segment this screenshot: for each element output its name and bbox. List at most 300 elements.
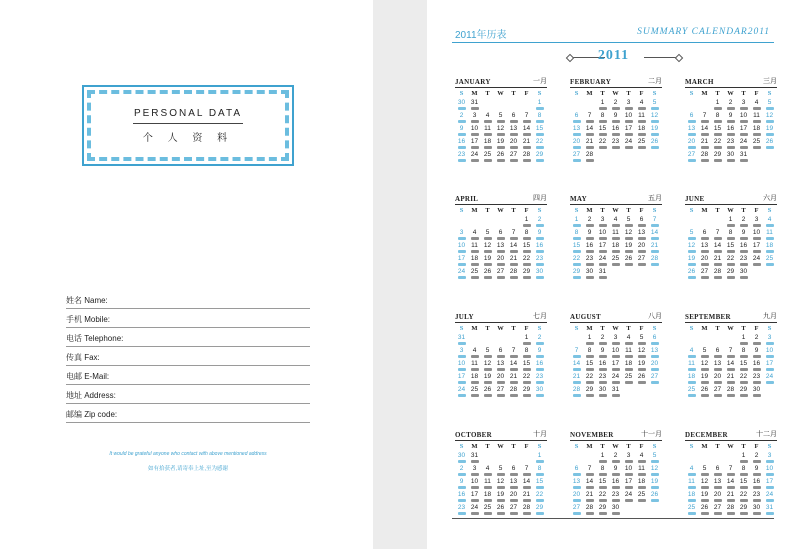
empty-day-cell	[648, 268, 661, 281]
day-cell	[698, 151, 711, 164]
lunar-date-mark	[536, 276, 544, 279]
day-number: 8	[537, 112, 542, 119]
weekday-label: T	[600, 90, 605, 97]
day-cell	[494, 229, 507, 242]
day-number: 1	[715, 99, 720, 106]
lunar-date-mark	[740, 237, 748, 240]
day-number: 5	[767, 99, 772, 106]
day-cell	[533, 491, 546, 504]
day-cell	[596, 491, 609, 504]
lunar-date-mark	[766, 107, 774, 110]
day-cell	[494, 491, 507, 504]
lunar-date-mark	[573, 276, 581, 279]
month-july	[455, 311, 547, 399]
day-cell	[648, 216, 661, 229]
day-cell	[570, 504, 583, 517]
day-cell	[724, 112, 737, 125]
day-number: 1	[524, 334, 529, 341]
lunar-date-mark	[753, 394, 761, 397]
day-cell	[507, 347, 520, 360]
day-number: 6	[511, 465, 516, 472]
day-number: 17	[457, 373, 466, 380]
weekday-label: T	[485, 325, 490, 332]
fax-field[interactable]: 传真 Fax:	[66, 347, 310, 366]
day-number: 6	[574, 112, 579, 119]
day-cell	[750, 138, 763, 151]
day-cell	[622, 255, 635, 268]
lunar-date-mark	[523, 394, 531, 397]
day-number: 20	[572, 491, 581, 498]
lunar-date-mark	[727, 250, 735, 253]
day-number: 28	[700, 151, 709, 158]
address-field[interactable]: 地址 Address:	[66, 385, 310, 404]
day-number: 15	[535, 478, 544, 485]
lunar-date-mark	[536, 133, 544, 136]
lunar-date-mark	[625, 499, 633, 502]
lunar-date-mark	[638, 107, 646, 110]
lunar-date-mark	[612, 381, 620, 384]
day-number: 9	[459, 478, 464, 485]
day-number: 24	[457, 386, 466, 393]
lunar-date-mark	[625, 237, 633, 240]
lunar-date-mark	[727, 381, 735, 384]
empty-day-cell	[648, 151, 661, 164]
day-number: 26	[687, 268, 696, 275]
day-number: 8	[600, 465, 605, 472]
lunar-date-mark	[484, 263, 492, 266]
day-cell	[635, 360, 648, 373]
lunar-date-mark	[651, 237, 659, 240]
day-cell	[609, 478, 622, 491]
header-rule	[452, 42, 774, 43]
lunar-date-mark	[701, 368, 709, 371]
weekday-label: S	[459, 207, 464, 214]
lunar-date-mark	[484, 276, 492, 279]
day-number: 16	[457, 491, 466, 498]
weekday-label: S	[652, 207, 657, 214]
name-field[interactable]: 姓名 Name:	[66, 290, 310, 309]
lunar-date-mark	[599, 512, 607, 515]
lunar-date-mark	[497, 263, 505, 266]
empty-day-cell	[468, 334, 481, 347]
day-number: 31	[765, 504, 774, 511]
empty-day-cell	[648, 386, 661, 399]
day-number: 12	[637, 347, 646, 354]
month-name-chinese: 八月	[648, 313, 662, 320]
weekday-label: S	[537, 207, 542, 214]
day-cell	[570, 112, 583, 125]
day-number: 28	[726, 386, 735, 393]
day-number: 28	[713, 268, 722, 275]
telephone-field[interactable]: 电话 Telephone:	[66, 328, 310, 347]
day-number: 7	[587, 112, 592, 119]
day-cell	[507, 125, 520, 138]
day-cell	[737, 347, 750, 360]
empty-day-cell	[494, 452, 507, 465]
day-number: 25	[611, 255, 620, 262]
lunar-date-mark	[586, 133, 594, 136]
day-cell	[685, 268, 698, 281]
day-number: 18	[470, 373, 479, 380]
day-cell	[698, 386, 711, 399]
day-cell	[724, 99, 737, 112]
empty-day-cell	[622, 151, 635, 164]
lunar-date-mark	[523, 250, 531, 253]
day-cell	[481, 242, 494, 255]
lunar-date-mark	[727, 486, 735, 489]
email-field[interactable]: 电邮 E-Mail:	[66, 366, 310, 385]
empty-day-cell	[468, 216, 481, 229]
day-cell	[533, 360, 546, 373]
day-cell	[724, 216, 737, 229]
empty-day-cell	[481, 99, 494, 112]
lunar-date-mark	[727, 107, 735, 110]
lunar-date-mark	[586, 368, 594, 371]
day-number: 2	[754, 452, 759, 459]
month-name: APRIL	[455, 195, 479, 203]
lunar-date-mark	[714, 133, 722, 136]
day-number: 27	[509, 504, 518, 511]
day-number: 28	[522, 504, 531, 511]
lunar-date-mark	[701, 237, 709, 240]
day-number: 15	[726, 242, 735, 249]
weekday-label: M	[586, 207, 593, 214]
lunar-date-mark	[536, 381, 544, 384]
lunar-date-mark	[497, 237, 505, 240]
empty-day-cell	[685, 452, 698, 465]
lunar-date-mark	[766, 146, 774, 149]
day-number: 27	[496, 268, 505, 275]
day-cell	[698, 255, 711, 268]
month-name: OCTOBER	[455, 431, 492, 439]
day-number: 19	[765, 125, 774, 132]
day-number: 8	[741, 347, 746, 354]
day-cell	[481, 229, 494, 242]
lunar-date-mark	[523, 263, 531, 266]
day-cell	[533, 99, 546, 112]
month-name: JANUARY	[455, 78, 491, 86]
lunar-date-mark	[573, 486, 581, 489]
day-cell	[685, 229, 698, 242]
day-number: 5	[498, 465, 503, 472]
day-cell	[583, 125, 596, 138]
mobile-field[interactable]: 手机 Mobile:	[66, 309, 310, 328]
day-cell	[494, 465, 507, 478]
day-number: 6	[498, 347, 503, 354]
day-cell	[763, 465, 776, 478]
day-cell	[648, 465, 661, 478]
day-number: 29	[713, 151, 722, 158]
day-number: 9	[537, 347, 542, 354]
lunar-date-mark	[458, 499, 466, 502]
lunar-date-mark	[599, 237, 607, 240]
day-cell	[494, 125, 507, 138]
day-number: 9	[754, 347, 759, 354]
day-cell	[750, 347, 763, 360]
day-number: 26	[483, 268, 492, 275]
day-number: 13	[687, 125, 696, 132]
lunar-date-mark	[523, 342, 531, 345]
weekday-label: T	[485, 443, 490, 450]
empty-day-cell	[455, 216, 468, 229]
day-number: 25	[637, 138, 646, 145]
lunar-date-mark	[612, 342, 620, 345]
lunar-date-mark	[599, 250, 607, 253]
day-number: 10	[598, 229, 607, 236]
lunar-date-mark	[573, 120, 581, 123]
day-number: 26	[637, 373, 646, 380]
lunar-date-mark	[740, 460, 748, 463]
weekday-label: T	[741, 325, 746, 332]
lunar-date-mark	[458, 263, 466, 266]
day-number: 5	[689, 229, 694, 236]
day-number: 2	[741, 216, 746, 223]
day-number: 6	[511, 112, 516, 119]
day-cell	[596, 347, 609, 360]
lunar-date-mark	[651, 460, 659, 463]
month-day-grid	[570, 89, 662, 164]
lunar-date-mark	[599, 473, 607, 476]
day-number: 16	[752, 478, 761, 485]
lunar-date-mark	[599, 276, 607, 279]
day-cell	[737, 491, 750, 504]
day-number: 29	[739, 504, 748, 511]
day-cell	[648, 373, 661, 386]
lunar-date-mark	[484, 146, 492, 149]
day-number: 11	[625, 347, 632, 354]
lunar-date-mark	[714, 473, 722, 476]
day-number: 14	[713, 242, 722, 249]
day-cell	[583, 242, 596, 255]
day-cell	[481, 347, 494, 360]
lunar-date-mark	[625, 473, 633, 476]
day-cell	[533, 151, 546, 164]
weekday-label: M	[701, 90, 708, 97]
calendar-page	[427, 0, 800, 549]
lunar-date-mark	[753, 224, 761, 227]
day-cell	[737, 478, 750, 491]
day-number: 3	[472, 465, 477, 472]
day-number: 22	[739, 491, 748, 498]
day-cell	[533, 112, 546, 125]
lunar-date-mark	[714, 276, 722, 279]
lunar-date-mark	[523, 486, 531, 489]
day-number: 22	[739, 373, 748, 380]
weekday-label: W	[612, 207, 619, 214]
day-cell	[750, 465, 763, 478]
month-name-chinese: 四月	[533, 195, 547, 202]
day-number: 20	[496, 255, 505, 262]
weekday-label: M	[586, 325, 593, 332]
day-number: 3	[767, 452, 772, 459]
day-cell	[737, 334, 750, 347]
day-number: 10	[765, 347, 774, 354]
day-number: 29	[522, 386, 531, 393]
day-cell	[494, 138, 507, 151]
lunar-date-mark	[688, 394, 696, 397]
day-cell	[648, 125, 661, 138]
day-cell	[685, 151, 698, 164]
day-cell	[698, 360, 711, 373]
empty-day-cell	[685, 99, 698, 112]
day-cell	[570, 373, 583, 386]
lunar-date-mark	[510, 394, 518, 397]
day-number: 25	[687, 386, 696, 393]
day-cell	[685, 347, 698, 360]
day-cell	[455, 452, 468, 465]
month-name-chinese: 十一月	[641, 431, 662, 438]
weekday-label: T	[511, 90, 516, 97]
lunar-date-mark	[651, 146, 659, 149]
day-number: 26	[483, 386, 492, 393]
day-cell	[533, 138, 546, 151]
day-cell	[763, 99, 776, 112]
day-number: 2	[754, 334, 759, 341]
lunar-date-mark	[638, 133, 646, 136]
lunar-date-mark	[612, 394, 620, 397]
day-number: 10	[457, 242, 466, 249]
day-number: 11	[612, 229, 619, 236]
lunar-date-mark	[701, 473, 709, 476]
day-number: 30	[752, 504, 761, 511]
day-cell	[570, 229, 583, 242]
day-cell	[596, 242, 609, 255]
day-cell	[583, 268, 596, 281]
day-number: 10	[470, 478, 479, 485]
lunar-date-mark	[727, 473, 735, 476]
day-cell	[685, 465, 698, 478]
day-cell	[609, 334, 622, 347]
lunar-date-mark	[497, 355, 505, 358]
lunar-date-mark	[701, 381, 709, 384]
lunar-date-mark	[599, 460, 607, 463]
day-cell	[609, 229, 622, 242]
day-cell	[737, 360, 750, 373]
lunar-date-mark	[714, 499, 722, 502]
day-number: 17	[739, 125, 748, 132]
zip-code-field[interactable]: 邮编 Zip code:	[66, 404, 310, 423]
day-cell	[583, 334, 596, 347]
lunar-date-mark	[727, 146, 735, 149]
day-number: 28	[522, 151, 531, 158]
empty-day-cell	[481, 334, 494, 347]
lunar-date-mark	[638, 342, 646, 345]
day-number: 19	[637, 360, 646, 367]
day-number: 27	[713, 504, 722, 511]
day-number: 30	[535, 268, 544, 275]
lunar-date-mark	[740, 250, 748, 253]
lunar-date-mark	[523, 159, 531, 162]
lunar-date-mark	[625, 342, 633, 345]
day-cell	[622, 125, 635, 138]
day-number: 25	[483, 504, 492, 511]
day-cell	[533, 465, 546, 478]
day-cell	[609, 99, 622, 112]
day-number: 25	[624, 373, 633, 380]
lunar-date-mark	[484, 355, 492, 358]
weekday-label: F	[639, 325, 644, 332]
lunar-date-mark	[688, 512, 696, 515]
lunar-date-mark	[740, 263, 748, 266]
day-number: 25	[752, 138, 761, 145]
lunar-date-mark	[586, 120, 594, 123]
lunar-date-mark	[638, 263, 646, 266]
day-number: 4	[767, 216, 772, 223]
lunar-date-mark	[651, 499, 659, 502]
day-cell	[635, 478, 648, 491]
lunar-date-mark	[727, 237, 735, 240]
day-cell	[609, 125, 622, 138]
day-number: 9	[613, 112, 618, 119]
lunar-date-mark	[484, 486, 492, 489]
day-number: 23	[457, 504, 466, 511]
day-cell	[455, 99, 468, 112]
lunar-date-mark	[599, 342, 607, 345]
day-cell	[737, 465, 750, 478]
day-number: 24	[470, 151, 479, 158]
day-cell	[455, 478, 468, 491]
day-number: 20	[637, 242, 646, 249]
day-number: 6	[639, 216, 644, 223]
day-cell	[698, 112, 711, 125]
day-cell	[724, 373, 737, 386]
day-number: 31	[470, 99, 479, 106]
day-number: 24	[739, 138, 748, 145]
day-number: 11	[688, 360, 695, 367]
month-name: JUNE	[685, 195, 705, 203]
day-cell	[533, 504, 546, 517]
lunar-date-mark	[714, 159, 722, 162]
lunar-date-mark	[471, 146, 479, 149]
day-number: 16	[535, 360, 544, 367]
day-number: 23	[598, 373, 607, 380]
lunar-date-mark	[573, 381, 581, 384]
lunar-date-mark	[510, 237, 518, 240]
day-number: 27	[700, 268, 709, 275]
weekday-label: S	[459, 325, 464, 332]
lunar-date-mark	[523, 146, 531, 149]
day-cell	[583, 229, 596, 242]
lunar-date-mark	[523, 224, 531, 227]
month-name-chinese: 五月	[648, 195, 662, 202]
lunar-date-mark	[510, 486, 518, 489]
day-cell	[763, 360, 776, 373]
day-number: 12	[624, 229, 633, 236]
lunar-date-mark	[727, 159, 735, 162]
lunar-date-mark	[471, 512, 479, 515]
day-number: 23	[739, 255, 748, 262]
lunar-date-mark	[484, 368, 492, 371]
day-cell	[737, 504, 750, 517]
day-cell	[596, 504, 609, 517]
day-cell	[609, 452, 622, 465]
day-number: 26	[650, 491, 659, 498]
day-number: 23	[457, 151, 466, 158]
month-name-chinese: 七月	[533, 313, 547, 320]
day-number: 19	[700, 491, 709, 498]
day-cell	[494, 478, 507, 491]
lunar-date-mark	[484, 394, 492, 397]
day-number: 11	[688, 478, 695, 485]
month-header	[455, 429, 547, 441]
lunar-date-mark	[586, 355, 594, 358]
day-number: 14	[522, 478, 531, 485]
day-cell	[468, 491, 481, 504]
day-number: 8	[587, 347, 592, 354]
day-cell	[737, 242, 750, 255]
lunar-date-mark	[458, 237, 466, 240]
day-number: 2	[613, 99, 618, 106]
